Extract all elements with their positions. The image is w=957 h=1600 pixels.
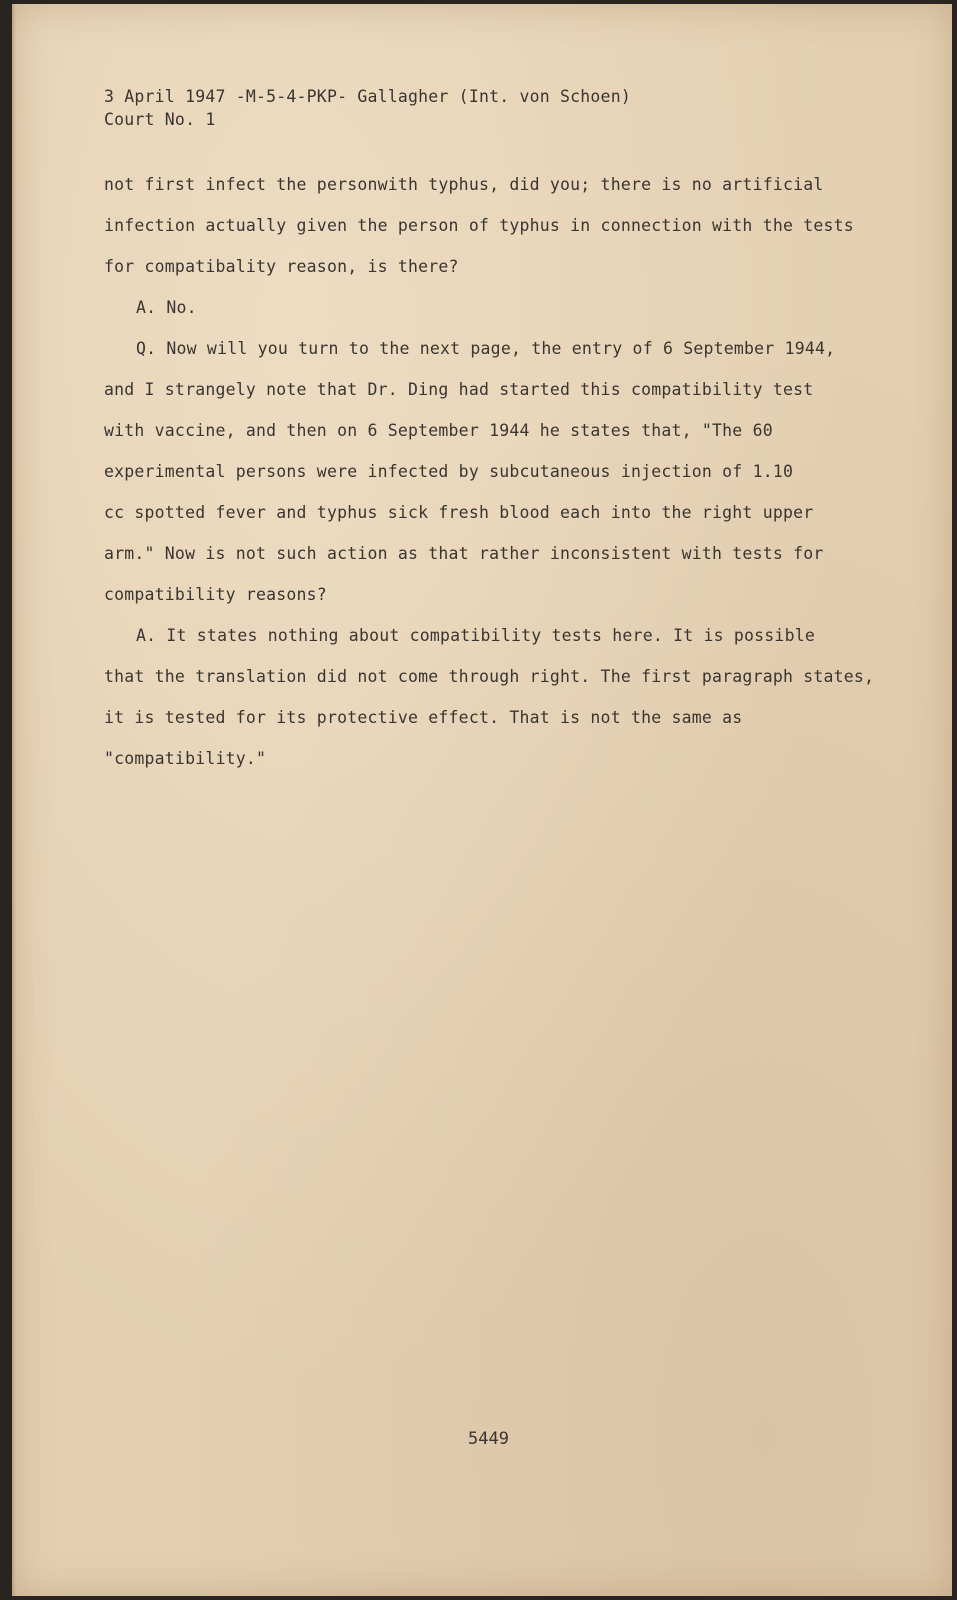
question-line: Q. Now will you turn to the next page, the entry of 6 September 1944, [136,339,836,358]
header-court-line: Court No. 1 [104,110,216,129]
body-line: with vaccine, and then on 6 September 1944 he states that, "The 60 [104,421,773,440]
transcript-body [104,164,874,779]
body-line: cc spotted fever and typhus sick fresh blood each into the right upper [104,503,814,522]
paper-left-edge [12,4,16,1596]
body-line: experimental persons were infected by subcutaneous injection of 1.10 [104,462,794,481]
body-line: "compatibility." [104,749,267,768]
document-page [12,4,952,1596]
body-line: that the translation did not come through right. The first paragraph states, [104,667,875,686]
answer-line: A. No. [136,298,197,317]
body-line: arm." Now is not such action as that rather inconsistent with tests for [104,544,824,563]
body-line: not first infect the personwith typhus, did you; there is no artificial [104,175,824,194]
body-line: it is tested for its protective effect. That is not the same as [104,708,743,727]
body-line: for compatibality reason, is there? [104,257,459,276]
answer-line: A. It states nothing about compatibility tests here. It is possible [136,626,815,645]
page-number: 5449 [468,1429,509,1449]
body-line: compatibility reasons? [104,585,327,604]
body-line: infection actually given the person of typhus in connection with the tests [104,216,854,235]
header-date-line: 3 April 1947 -M-5-4-PKP- Gallagher (Int. von Schoen) [104,87,631,106]
body-line: and I strangely note that Dr. Ding had started this compatibility test [104,380,814,399]
